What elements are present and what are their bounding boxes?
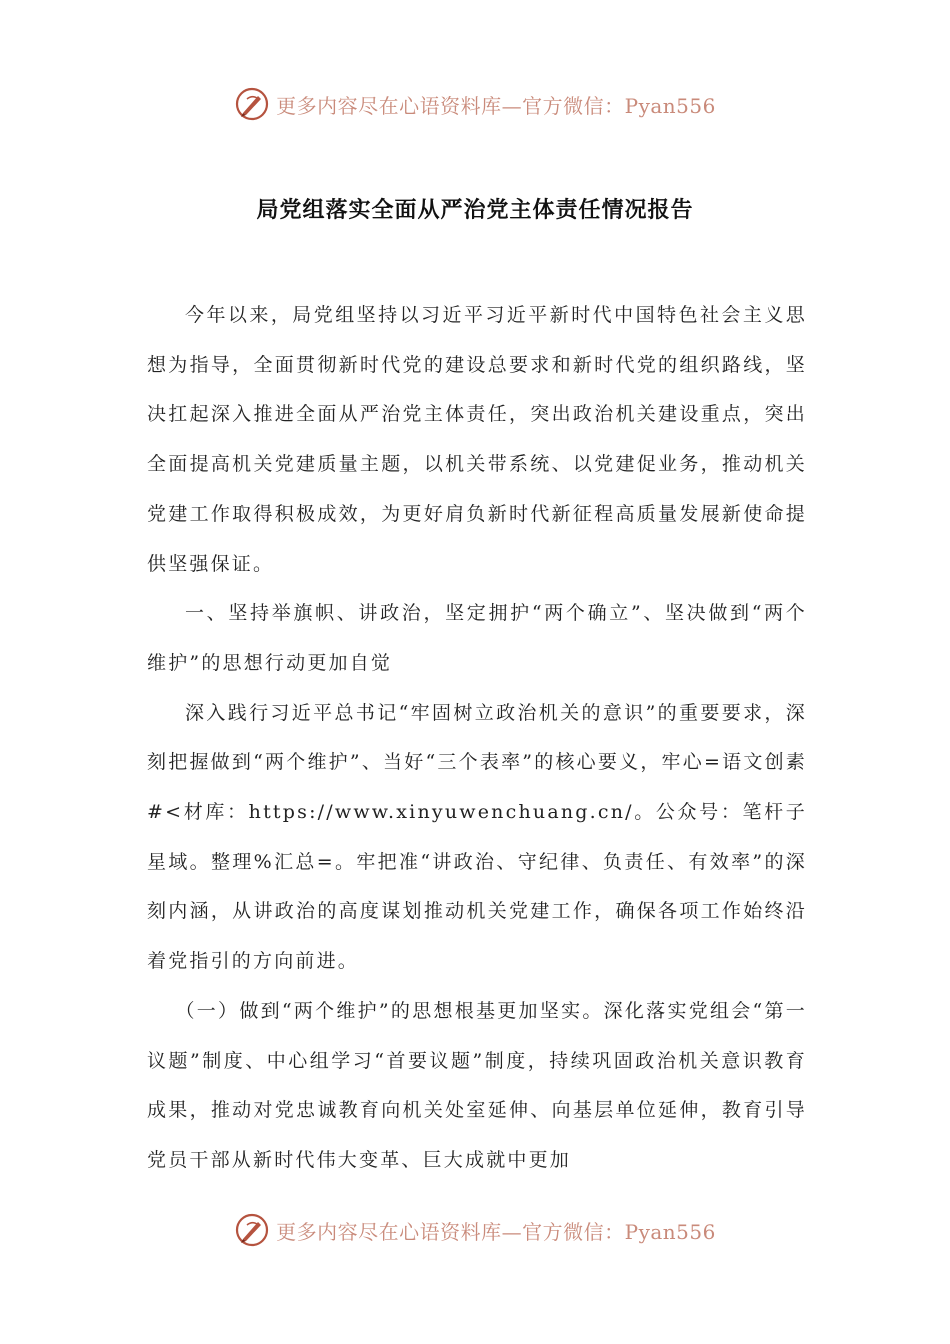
- paragraph-subsection-1: （一）做到“两个维护”的思想根基更加坚实。深化落实党组会“第一议题”制度、中心组学习“首要议题”制度，持续巩固政治机关意识教育成果，推动对党忠诚教育向机关处室延伸、向基层单位延伸，教育引导党员干部从新时代伟大变革、巨大成就中更加: [147, 999, 807, 1171]
- watermark-footer: [0, 1208, 950, 1252]
- document-title: 局党组落实全面从严治党主体责任情况报告: [256, 197, 694, 223]
- watermark-text: 更多内容尽在心语资料库—官方微信：Pyan556: [276, 93, 716, 118]
- pen-logo-icon: [234, 86, 270, 122]
- paragraph-section-1: 深入践行习近平总书记“牢固树立政治机关的意识”的重要要求，深刻把握做到“两个维护”、当好“三个表率”的核心要义，牢心=语文创素#<材库：https://www.xinyuwenchuang.cn/。公众号：笔杆子星域。整理%汇总=。牢把准“讲政治、守纪律、负责任、有效率”的深刻内涵，从讲政治的高度谋划推动机关党建工作，确保各项工作始终沿着党指引的方向前进。: [147, 701, 807, 973]
- document-body: [147, 291, 807, 1186]
- paragraph-intro: 今年以来，局党组坚持以习近平习近平新时代中国特色社会主义思想为指导，全面贯彻新时代党的建设总要求和新时代党的组织路线，坚决扛起深入推进全面从严治党主体责任，突出政治机关建设重点，突出全面提高机关党建质量主题，以机关带系统、以党建促业务，推动机关党建工作取得积极成效，为更好肩负新时代新征程高质量发展新使命提供坚强保证。: [147, 304, 807, 575]
- section-heading-1: 一、坚持举旗帜、讲政治，坚定拥护“两个确立”、坚决做到“两个维护”的思想行动更加自觉: [147, 602, 807, 674]
- watermark-header: [0, 82, 950, 126]
- watermark-text: 更多内容尽在心语资料库—官方微信：Pyan556: [276, 1219, 716, 1244]
- pen-logo-icon: [234, 1212, 270, 1248]
